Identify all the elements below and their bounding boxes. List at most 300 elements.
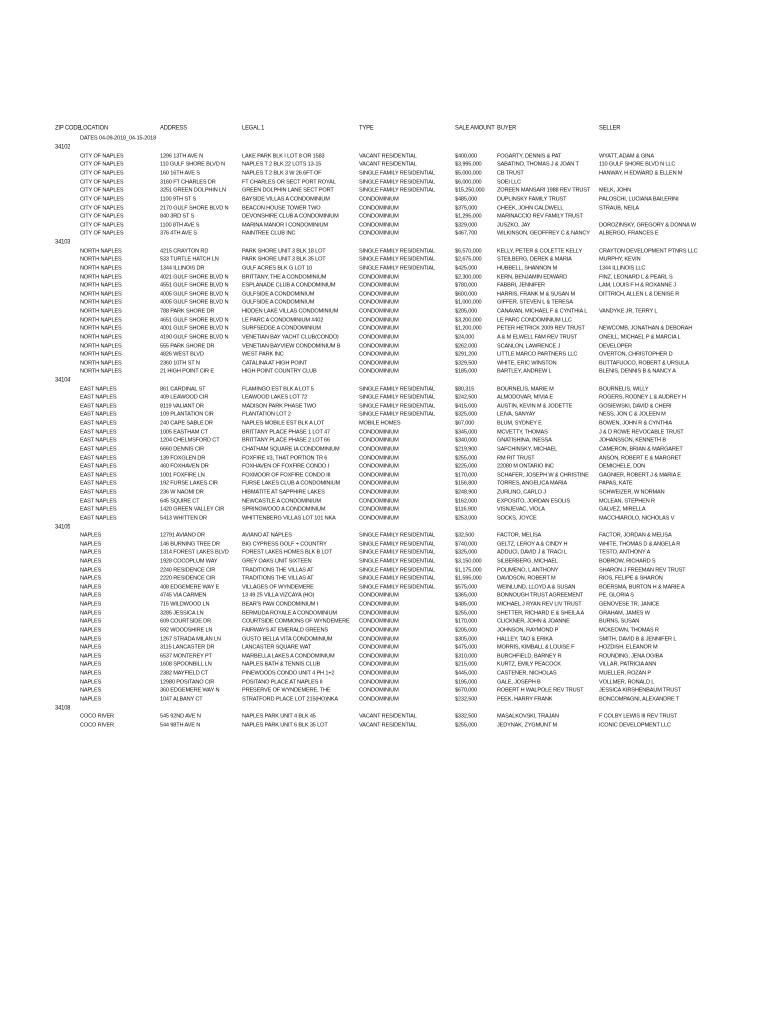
cell-legal: BIG CYPRESS GOLF + COUNTRY [242, 540, 327, 548]
cell-type: CONDOMINIUM [359, 670, 399, 677]
cell-sale-amount: $195,000 [455, 678, 478, 685]
cell-location: CITY OF NAPLES [80, 170, 124, 177]
cell-legal: NAPLES T 2 BLK 3 W 26.6FT OF [242, 170, 322, 177]
cell-buyer: SCANLON, LAWRENCE J [497, 342, 561, 349]
cell-seller: FINZ, LEONARD L & PEARL S [599, 273, 673, 280]
cell-location: NORTH NAPLES [80, 316, 122, 323]
cell-buyer: WEINLUND, LLOYD A & SUSAN [497, 583, 576, 591]
cell-sale-amount: $255,000 [455, 721, 478, 729]
cell-type: CONDOMINIUM [359, 463, 399, 470]
cell-location: NAPLES [80, 670, 102, 677]
cell-buyer: SCHAFER, JOSEPH W & CHRISTINE [497, 471, 589, 479]
cell-sale-amount: $332,500 [455, 713, 478, 720]
cell-type: CONDOMINIUM [359, 695, 399, 703]
cell-type: CONDOMINIUM [359, 325, 399, 332]
cell-sale-amount: $1,200,000 [455, 325, 482, 332]
cell-buyer: LE PARC CONDOMINIUM LLC [497, 316, 572, 323]
cell-legal: NEWCASTLE A CONDOMINIUM [242, 497, 321, 504]
cell-legal: RAINTREE CLUB INC [242, 230, 296, 237]
cell-address: 8119 VALIANT DR [160, 402, 204, 410]
cell-address: 6537 MONTEREY PT [160, 652, 212, 660]
cell-type: SINGLE FAMILY RESIDENTIAL [359, 402, 435, 410]
cell-buyer: MORRIS, KIMBALL & LOUISE F [497, 644, 575, 651]
cell-location: NAPLES [80, 695, 102, 703]
cell-seller: VANDYKE JR, TERRY L [599, 308, 658, 315]
cell-seller: SCHWEIZER, W NORMAN [599, 489, 665, 496]
cell-type: CONDOMINIUM [359, 592, 399, 599]
cell-seller: ONEILL, MICHAEL P & MARCIA L [599, 333, 681, 341]
cell-legal: BEAR'S PAW CONDOMINIUM I [242, 601, 319, 608]
cell-type: CONDOMINIUM [359, 687, 399, 694]
cell-buyer: ALMODOVAR, MIVIA E [497, 394, 553, 401]
cell-type: CONDOMINIUM [359, 282, 399, 289]
cell-buyer: HARRIS, FRANK M & SUSAN M [497, 290, 575, 298]
cell-buyer: DAVIDSON, ROBERT M [497, 575, 556, 582]
cell-address: 1344 ILLINOIS DR [160, 264, 205, 272]
cell-sale-amount: $2,675,000 [455, 256, 482, 263]
cell-type: SINGLE FAMILY RESIDENTIAL [359, 583, 435, 591]
header-sale-amount: SALE AMOUNT [455, 125, 495, 132]
cell-seller: SMITH, DAVID B & JENNIFER L [599, 635, 677, 642]
header-zip-code: ZIP CODE [55, 125, 82, 132]
cell-legal: TRADITIONS THE VILLAS AT [242, 566, 314, 573]
cell-type: CONDOMINIUM [359, 609, 399, 617]
cell-address: 4651 GULF SHORE BLVD N [160, 316, 229, 323]
cell-type: CONDOMINIUM [359, 290, 399, 298]
cell-type: SINGLE FAMILY RESIDENTIAL [359, 187, 435, 194]
cell-address: 4745 VIA CARMEN [160, 592, 207, 599]
cell-location: NORTH NAPLES [80, 351, 122, 358]
cell-type: CONDOMINIUM [359, 497, 399, 504]
cell-buyer: A & M ELWELL FAM REV TRUST [497, 333, 578, 341]
cell-sale-amount: $205,000 [455, 626, 478, 634]
cell-address: 4005 GULF SHORE BLVD N [160, 299, 229, 306]
cell-legal: BRITTANY PLACE PHASE 1 LOT 47 [242, 428, 330, 436]
cell-legal: BEACON HOUSE TOWER TWO [242, 204, 321, 211]
cell-legal: PINEWOODS CONDO UNIT 4 PH 1+2 [242, 670, 335, 677]
cell-type: SINGLE FAMILY RESIDENTIAL [359, 575, 435, 582]
zip-code-group-label: 34104 [55, 376, 71, 384]
cell-legal: FLAMINGO EST BLK A LOT 5 [242, 385, 314, 392]
cell-location: NORTH NAPLES [80, 342, 122, 349]
cell-seller: HANWAY, H EDWARD & ELLEN M [599, 170, 683, 177]
cell-legal: VENETIAN BAYVIEW CONDOMINIUM B [242, 342, 341, 349]
cell-legal: FOREST LAKES HOMES BLK B LOT [242, 549, 332, 556]
cell-legal: NAPLES PARK UNIT 4 BLK 45 [242, 713, 316, 720]
cell-address: 1608 SPOONBILL LN [160, 661, 212, 668]
cell-location: NORTH NAPLES [80, 299, 122, 306]
cell-type: SINGLE FAMILY RESIDENTIAL [359, 170, 435, 177]
cell-seller: BONCOMPAGNI, ALEXANDRE T [599, 695, 680, 703]
cell-buyer: ZURLINO, CARLO J [497, 489, 546, 496]
cell-legal: FURSE LAKES CLUB A CONDOMINIUM [242, 480, 341, 487]
cell-legal: LEAWOOD LAKES LOT 72 [242, 394, 308, 401]
cell-location: NAPLES [80, 566, 102, 573]
cell-buyer: AUSTIN, KEVIN M & JODETTE [497, 402, 573, 410]
header-seller: SELLER [599, 125, 621, 132]
cell-legal: COURTSIDE COMMONS OF WYNDEMERE [242, 618, 350, 625]
cell-location: NAPLES [80, 678, 102, 685]
cell-sale-amount: $3,995,000 [455, 161, 482, 168]
cell-sale-amount: $305,000 [455, 635, 478, 642]
cell-seller: GAGNIER, ROBERT J & MARIA E [599, 471, 681, 479]
cell-type: CONDOMINIUM [359, 299, 399, 306]
cell-address: 408 EDGEMERE WAY E [160, 583, 220, 591]
cell-buyer: HALLEY, TAO & ERIKA [497, 635, 553, 642]
cell-type: CONDOMINIUM [359, 437, 399, 444]
cell-legal: BRITTANY PLACE PHASE 2 LOT 66 [242, 437, 330, 444]
cell-legal: STRATFORD PLACE LOT 215(HO)NKA [242, 695, 339, 703]
cell-legal: VILLAGES OF WYNDEMERE [242, 583, 314, 591]
cell-sale-amount: $485,000 [455, 195, 478, 203]
cell-type: CONDOMINIUM [359, 618, 399, 625]
cell-location: NORTH NAPLES [80, 368, 122, 375]
cell-address: 645 SQUIRE CT [160, 497, 200, 504]
cell-seller: ALBERGO, FRANCES E [599, 230, 659, 237]
cell-legal: HIBMATITE AT SAPPHIRE LAKES [242, 489, 325, 496]
cell-seller: DITTRICH, ALLEN L & DENISE R [599, 290, 680, 298]
cell-sale-amount: $475,000 [455, 644, 478, 651]
cell-location: EAST NAPLES [80, 428, 117, 436]
cell-type: CONDOMINIUM [359, 308, 399, 315]
cell-sale-amount: $162,000 [455, 497, 478, 504]
cell-sale-amount: $400,000 [455, 152, 478, 160]
cell-legal: CHATHAM SQUARE IA CONDOMINIUM [242, 445, 340, 453]
cell-legal: GULFSIDE A CONDOMINIUM [242, 299, 315, 306]
cell-type: CONDOMINIUM [359, 428, 399, 436]
zip-code-group-label: 34102 [55, 144, 71, 151]
cell-location: EAST NAPLES [80, 506, 117, 513]
cell-buyer: DUPLINSKY FAMILY TRUST [497, 195, 567, 203]
cell-seller: ANSON, ROBERT E & MARGRET [599, 454, 682, 461]
cell-buyer: EXPOSITO, JORDAN ESOLIS [497, 497, 570, 504]
cell-seller: F COLBY LEWIS III REV TRUST [599, 713, 678, 720]
cell-sale-amount: $205,000 [455, 308, 478, 315]
cell-address: 376 4TH AVE S [160, 230, 197, 237]
cell-legal: POSITANO PLACE AT NAPLES II [242, 678, 323, 685]
cell-location: COCO RIVER [80, 713, 114, 720]
cell-address: 240 CAPE SABLE DR [160, 420, 213, 427]
cell-buyer: VISNJEVAC, VIOLA [497, 506, 545, 513]
cell-location: CITY OF NAPLES [80, 195, 124, 203]
cell-seller: JOHANSSON, KENNETH B [599, 437, 666, 444]
cell-legal: FOXMOOR OF FOXFIRE CONDO III [242, 471, 331, 479]
cell-address: 1005 EASTHAM CT [160, 428, 208, 436]
cell-legal: FOXHAVEN OF FOXFIRE CONDO I [242, 463, 329, 470]
cell-seller: 1344 ILLINOIS LLC [599, 264, 646, 272]
cell-type: CONDOMINIUM [359, 333, 399, 341]
cell-seller: MCLEAN, STEPHEN R [599, 497, 655, 504]
cell-buyer: MARINACCIO REV FAMILY TRUST [497, 213, 583, 220]
cell-address: 2360 10TH ST N [160, 359, 200, 367]
cell-location: NAPLES [80, 609, 102, 617]
cell-buyer: FACTOR, MELISA [497, 532, 542, 539]
cell-type: CONDOMINIUM [359, 652, 399, 660]
cell-type: CONDOMINIUM [359, 351, 399, 358]
cell-type: CONDOMINIUM [359, 316, 399, 323]
cell-buyer: MCVETTY, THOMAS [497, 428, 548, 436]
cell-legal: GUSTO BELLA VITA CONDOMINIUM [242, 635, 333, 642]
cell-buyer: KERN, BENJAMIN EDWARD [497, 273, 567, 280]
cell-buyer: WILKINSON, GEOFFREY C & NANCY [497, 230, 590, 237]
cell-buyer: TORRES, ANGELICA MARIA [497, 480, 567, 487]
cell-seller: PE, GLORIA S [599, 592, 634, 599]
cell-buyer: PEEK, HARRY FRANK [497, 695, 553, 703]
cell-address: 609 COURTSIDE DR [160, 618, 211, 625]
cell-location: NAPLES [80, 644, 102, 651]
cell-location: NAPLES [80, 549, 102, 556]
cell-legal: HIDDEN LAKE VILLAS CONDOMINIUM [242, 308, 339, 315]
cell-seller: MURPHY, KEVIN [599, 256, 641, 263]
cell-sale-amount: $329,500 [455, 359, 478, 367]
cell-type: CONDOMINIUM [359, 204, 399, 211]
cell-address: 160 16TH AVE S [160, 170, 200, 177]
cell-sale-amount: $156,800 [455, 480, 478, 487]
cell-address: 788 PARK SHORE DR [160, 308, 215, 315]
cell-address: 2240 RESIDENCE CIR [160, 566, 216, 573]
cell-address: 6660 DENNIS CIR [160, 445, 205, 453]
cell-location: EAST NAPLES [80, 497, 117, 504]
cell-buyer: ZOREEN MANSARI 1988 REV TRUST [497, 187, 591, 194]
cell-seller: DEMICHELE, DON [599, 463, 646, 470]
zip-code-group-label: 34103 [55, 239, 71, 246]
cell-type: CONDOMINIUM [359, 661, 399, 668]
cell-sale-amount: $232,500 [455, 695, 478, 703]
cell-address: 861 CARDINAL ST [160, 385, 206, 392]
cell-sale-amount: $1,000,000 [455, 299, 482, 306]
cell-location: EAST NAPLES [80, 420, 117, 427]
cell-legal: SPRINGWOOD A CONDOMINIUM [242, 506, 326, 513]
cell-address: 2220 RESIDENCE CIR [160, 575, 216, 582]
cell-location: NAPLES [80, 618, 102, 625]
cell-address: 12980 POSITANO CIR [160, 678, 215, 685]
cell-type: CONDOMINIUM [359, 195, 399, 203]
cell-seller: BOURNELIS, WILLY [599, 385, 649, 392]
cell-sale-amount: $325,000 [455, 411, 478, 418]
cell-seller: MCKEOWN, THOMAS R [599, 626, 659, 634]
cell-location: EAST NAPLES [80, 385, 117, 392]
cell-type: CONDOMINIUM [359, 342, 399, 349]
cell-seller: 110 GULF SHORE BLVD N LLC [599, 161, 676, 168]
cell-location: NAPLES [80, 601, 102, 608]
cell-sale-amount: $67,000 [455, 420, 475, 427]
cell-location: NAPLES [80, 592, 102, 599]
cell-location: NAPLES [80, 583, 102, 591]
cell-legal: WEST PARK INC [242, 351, 284, 358]
zip-code-group-label: 34105 [55, 523, 71, 530]
cell-seller: J & D ROWE REVOCABLE TRUST [599, 428, 684, 436]
cell-address: 4021 GULF SHORE BLVD N [160, 273, 229, 280]
cell-sale-amount: $5,000,000 [455, 170, 482, 177]
cell-sale-amount: $3,150,000 [455, 558, 482, 565]
cell-sale-amount: $215,000 [455, 661, 478, 668]
cell-sale-amount: $225,000 [455, 463, 478, 470]
cell-legal: WHITTENBERG VILLAS LOT 101 NKA [242, 514, 336, 522]
cell-legal: NAPLES PARK UNIT 6 BLK 35 LOT [242, 721, 328, 729]
cell-buyer: SABATINO, THOMAS J & JOAN T [497, 161, 579, 168]
cell-address: 460 FOXHAVEN DR [160, 463, 209, 470]
cell-sale-amount: $291,200 [455, 351, 478, 358]
cell-address: 2382 MAYFIELD CT [160, 670, 209, 677]
cell-location: NORTH NAPLES [80, 359, 122, 367]
cell-address: 3251 GREEN DOLPHIN LN [160, 187, 226, 194]
cell-sale-amount: $3,200,000 [455, 316, 482, 323]
cell-location: NORTH NAPLES [80, 290, 122, 298]
cell-sale-amount: $365,000 [455, 592, 478, 599]
cell-type: SINGLE FAMILY RESIDENTIAL [359, 549, 435, 556]
cell-address: 1204 CHELMSFORD CT [160, 437, 220, 444]
cell-address: 1314 FOREST LAKES BLVD [160, 549, 229, 556]
cell-seller: JESSICA KIRSHENBAUM TRUST [599, 687, 681, 694]
cell-type: CONDOMINIUM [359, 368, 399, 375]
cell-address: 110 GULF SHORE BLVD N [160, 161, 226, 168]
cell-address: 5413 WHITTEN DR [160, 514, 207, 522]
cell-type: CONDOMINIUM [359, 506, 399, 513]
cell-legal: NAPLES BATH & TENNIS CLUB [242, 661, 321, 668]
cell-sale-amount: $24,000 [455, 333, 475, 341]
cell-type: VACANT RESIDENTIAL [359, 713, 417, 720]
cell-address: 109 PLANTATION CIR [160, 411, 214, 418]
cell-sale-amount: $253,000 [455, 514, 478, 522]
cell-location: NORTH NAPLES [80, 273, 122, 280]
cell-location: NAPLES [80, 687, 102, 694]
cell-legal: BERMUDA ROYALE A CONDOMINIUM [242, 609, 337, 617]
header-buyer: BUYER [497, 125, 517, 132]
cell-buyer: SHETTER, RICHARD E & SHEILA A [497, 609, 585, 617]
cell-type: SINGLE FAMILY RESIDENTIAL [359, 558, 435, 565]
cell-legal: PRESERVE OF WYNDEMERE, THE [242, 687, 331, 694]
cell-location: CITY OF NAPLES [80, 230, 124, 237]
cell-buyer: HUBBELL, SHANNON M [497, 264, 558, 272]
cell-buyer: KURTZ, EMILY PEACOCK [497, 661, 561, 668]
cell-buyer: LEIVA, SANYAY [497, 411, 536, 418]
cell-address: 21 HIGH POINT CIR E [160, 368, 214, 375]
cell-address: 1100 9TH ST S [160, 195, 197, 203]
cell-legal: PLANTATION LOT 2 [242, 411, 291, 418]
cell-buyer: CASTENER, NICHOLAS [497, 670, 557, 677]
zip-code-group-label: 34108 [55, 704, 71, 711]
cell-location: NORTH NAPLES [80, 282, 122, 289]
cell-legal: GULF ACRES BLK G LOT 10 [242, 264, 313, 272]
cell-legal: SURFSEDGE A CONDOMINIUM [242, 325, 321, 332]
cell-sale-amount: $415,000 [455, 402, 478, 410]
cell-sale-amount: $2,300,000 [455, 273, 482, 280]
cell-seller: GOSIEWSKI, DAVID & CHERI [599, 402, 672, 410]
cell-address: 1296 13TH AVE N [160, 152, 204, 160]
cell-location: NAPLES [80, 575, 102, 582]
cell-seller: WHITE, THOMAS D & ANGELA R [599, 540, 681, 548]
cell-legal: AVIANO AT NAPLES [242, 532, 292, 539]
cell-location: EAST NAPLES [80, 437, 117, 444]
cell-sale-amount: $310,000 [455, 652, 478, 660]
cell-location: EAST NAPLES [80, 402, 117, 410]
cell-location: NORTH NAPLES [80, 325, 122, 332]
cell-buyer: FABBRI, JENNIFER [497, 282, 545, 289]
cell-buyer: GELTZ, LEROY A & CINDY H [497, 540, 568, 548]
cell-seller: MUELLER, ROZAN P [599, 670, 651, 677]
cell-type: CONDOMINIUM [359, 514, 399, 522]
cell-sale-amount: $375,000 [455, 204, 478, 211]
cell-location: NORTH NAPLES [80, 264, 122, 272]
cell-legal: LANCASTER SQUARE WAT [242, 644, 312, 651]
cell-location: CITY OF NAPLES [80, 178, 124, 186]
cell-location: CITY OF NAPLES [80, 187, 124, 194]
cell-sale-amount: $670,000 [455, 687, 478, 694]
cell-legal: GREY OAKS UNIT SIXTEEN [242, 558, 312, 565]
cell-seller: TESTO, ANTHONY A [599, 549, 651, 556]
cell-type: SINGLE FAMILY RESIDENTIAL [359, 247, 435, 254]
cell-type: SINGLE FAMILY RESIDENTIAL [359, 394, 435, 401]
cell-sale-amount: $325,000 [455, 549, 478, 556]
cell-buyer: GALE, JOSEPH B [497, 678, 541, 685]
cell-seller: DEVELOPER [599, 342, 632, 349]
cell-sale-amount: $600,000 [455, 290, 478, 298]
cell-seller: DOROZINSKY, GREGORY & DONNA W [599, 221, 696, 229]
cell-location: CITY OF NAPLES [80, 221, 124, 229]
cell-buyer: PETER HETRICK 2009 REV TRUST [497, 325, 585, 332]
cell-location: NAPLES [80, 626, 102, 634]
cell-location: NORTH NAPLES [80, 308, 122, 315]
cell-type: VACANT RESIDENTIAL [359, 721, 417, 729]
cell-sale-amount: $575,000 [455, 583, 478, 591]
cell-seller: CAMERON, BRIAN & MARGARET [599, 445, 683, 453]
cell-seller: BOWEN, JOHN R & CYNTHIA [599, 420, 673, 427]
cell-buyer: BOURNELIS, MARIE M [497, 385, 554, 392]
cell-legal: ESPLANADE CLUB A CONDOMINIUM [242, 282, 336, 289]
cell-type: SINGLE FAMILY RESIDENTIAL [359, 264, 435, 272]
cell-address: 4551 GULF SHORE BLVD N [160, 282, 229, 289]
cell-seller: BUTTAFUOCO, ROBERT & URSULA [599, 359, 689, 367]
cell-type: CONDOMINIUM [359, 273, 399, 280]
cell-location: CITY OF NAPLES [80, 213, 124, 220]
cell-legal: DEVONSHIRE CLUB A CONDOMINIUM [242, 213, 339, 220]
cell-seller: GALVEZ, MIRELLA [599, 506, 646, 513]
cell-type: CONDOMINIUM [359, 454, 399, 461]
cell-type: CONDOMINIUM [359, 213, 399, 220]
cell-sale-amount: $1,595,000 [455, 575, 482, 582]
cell-sale-amount: $340,000 [455, 437, 478, 444]
cell-type: CONDOMINIUM [359, 489, 399, 496]
cell-address: 12791 AVIANO DR [160, 532, 205, 539]
cell-legal: NAPLES MOBILE EST BLK A LOT [242, 420, 325, 427]
cell-location: COCO RIVER [80, 721, 114, 729]
cell-type: CONDOMINIUM [359, 445, 399, 453]
cell-type: CONDOMINIUM [359, 480, 399, 487]
cell-address: 409 LEAWOOD CIR [160, 394, 209, 401]
cell-buyer: KELLY, PETER & COLETTE KELLY [497, 247, 583, 254]
cell-buyer: CLICKNER, JOHN & JOANNE [497, 618, 570, 625]
cell-legal: HIGH POINT COUNTRY CLUB [242, 368, 317, 375]
cell-legal: LE PARC A CONDOMINIUM #402 [242, 316, 324, 323]
cell-legal: CATALINA AT HIGH POINT [242, 359, 307, 367]
cell-address: 4001 GULF SHORE BLVD N [160, 325, 229, 332]
cell-buyer: JUSZKO, JAY [497, 221, 531, 229]
cell-address: 3160 FT CHARLES DR [160, 178, 216, 186]
cell-address: 4826 WEST BLVD [160, 351, 204, 358]
cell-type: SINGLE FAMILY RESIDENTIAL [359, 532, 435, 539]
cell-location: NORTH NAPLES [80, 256, 122, 263]
cell-location: NAPLES [80, 635, 102, 642]
cell-legal: GULFSIDE A CONDOMINIUM [242, 290, 315, 298]
cell-buyer: CB TRUST [497, 170, 524, 177]
cell-type: SINGLE FAMILY RESIDENTIAL [359, 385, 435, 392]
cell-seller: FACTOR, JORDAN & MELISA [599, 532, 672, 539]
cell-sale-amount: $242,500 [455, 394, 478, 401]
cell-location: EAST NAPLES [80, 463, 117, 470]
cell-buyer: STEILBERG, DEREK & MARIA [497, 256, 572, 263]
cell-legal: MADISON PARK PHASE TWO [242, 402, 317, 410]
cell-address: 1928 COCOPLUM WAY [160, 558, 218, 565]
